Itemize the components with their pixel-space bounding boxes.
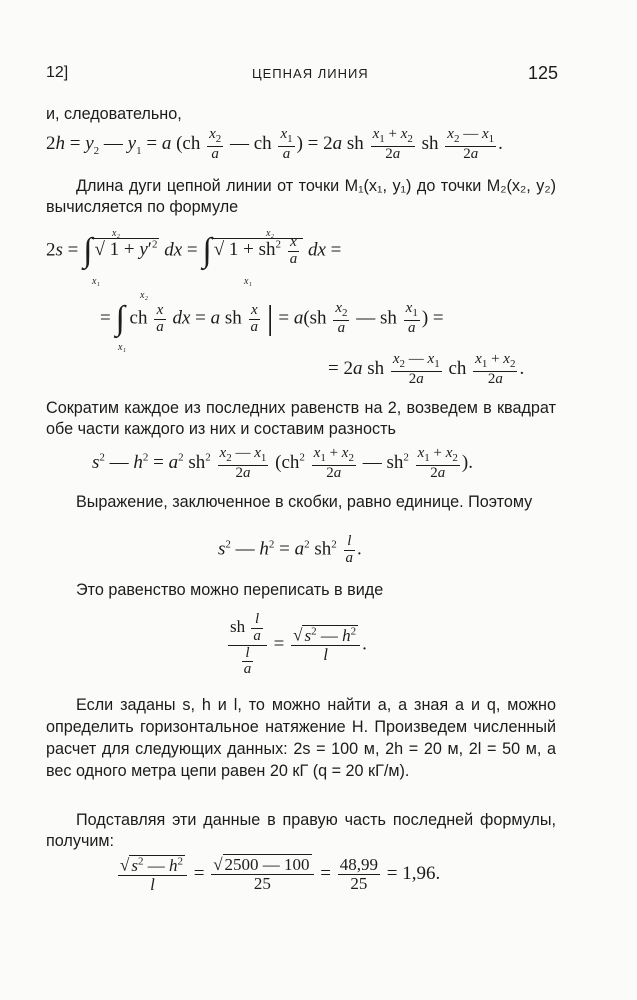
paragraph-square: Сократим каждое из последних равенств на 2, возведем в квадрат обе части каждого из них и составим разность (46, 399, 556, 438)
paragraph-rewrite: Это равенство можно переписать в виде (76, 581, 384, 599)
numerator-value: 48,99 (339, 855, 378, 875)
equation-result: $\frac{√ s^2 — h^2}{l}$ = $\frac{√ 2500 — 100}{25}$ = $\frac{48,99}{25}$ = 1,96. (120, 855, 441, 894)
paragraph-numeric: Если заданы s, h и l, то можно найти a, а зная a и q, можно определить горизонтальное натяжение H. Произведем численный расчет для следующих данных: 2s = 100 м, 2h = 20 м, 2l = 50 м, а вес одного метра цепи равен 20 кГ (q = 20 кГ/м). (46, 696, 556, 780)
equation-s2-h2: $s^2$ — $h^2 = a^2$ $sh^2$ $\frac{l}{a}$ . (218, 533, 362, 566)
lower-limit-3: x₁ (118, 342, 126, 353)
equation-difference: $s^2$ — $h^2 = a^2$ $sh^2$ $\frac{x_2 — x_1}{2a}$ ($ch^2$ $\frac{x_1 + x_2}{2a}$ — $sh^2$ $\frac{x_1 + x_2}{2a}$ ). (92, 445, 473, 481)
equation-arc-length-line1: 2s = ∫ √ $1 + y'^2$ dx = ∫ √ $1 + sh^2$ $\frac{x}{a}$ dx = (46, 232, 342, 269)
page-number: 125 (528, 63, 559, 83)
upper-limit-3: x₂ (140, 290, 148, 301)
equation-arc-length-line2: = ∫ ch $\frac{x}{a}$ dx = a sh $\frac{x}{a}$ | = a(sh $\frac{x_2}{a}$ — sh $\frac{x_1}{a}$ ) = (100, 300, 444, 337)
paragraph-substitute: Подставляя эти данные в правую часть последней формулы, получим: (46, 811, 556, 850)
upper-limit-1: x₂ (112, 228, 120, 239)
denominator-value: 25 (350, 874, 368, 894)
running-title: ЦЕПНАЯ ЛИНИЯ (252, 66, 369, 81)
upper-limit-2: x₂ (266, 228, 274, 239)
paragraph-unity: Выражение, заключенное в скобки, равно единице. Поэтому (76, 493, 533, 511)
equation-arc-length-line3: = 2a sh $\frac{x_2 — x_1}{2a}$ ch $\frac{x_1 + x_2}{2a}$ . (328, 351, 525, 387)
section-number: 12] (46, 64, 69, 81)
equation-ratio: sh $\frac{l}{a}$ $\frac{l}{a}$ = $\frac{√ s^2 — h^2}{l}$ . (230, 611, 367, 678)
result-value: 1,96. (402, 863, 441, 885)
paragraph-arc-length: Длина дуги цепной линии от точки M₁(x₁, y₁) до точки M₂(x₂, y₂) вычисляется по формуле (46, 177, 556, 216)
paragraph-intro: и, следовательно, (46, 105, 182, 123)
lower-limit-1: x₁ (92, 276, 100, 287)
equation-2h: $2h = y_2$ — $y_1 = a$ (ch $\frac{x_2}{a}$ — ch $\frac{x_1}{a}$ ) = 2a sh $\frac{x_1 + x_2}{2a}$ sh $\frac{x_2 — x_1}{2a}$ . (46, 126, 503, 162)
lower-limit-2: x₁ (244, 276, 252, 287)
